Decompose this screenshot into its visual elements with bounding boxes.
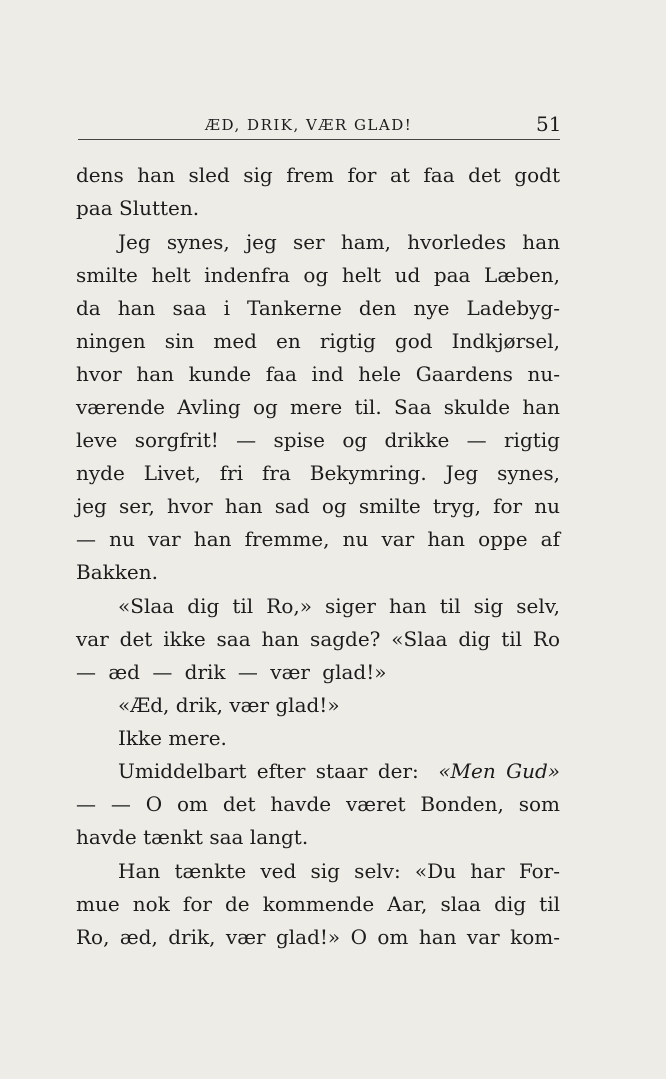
text-line: smilte helt indenfra og helt ud paa Læben,: [76, 263, 560, 287]
text-line: ningen sin med en rigtig god Indkjørsel,: [76, 329, 560, 353]
text-line: leve sorgfrit! — spise og drikke — rigtig: [76, 428, 560, 452]
text-line: Bakken.: [76, 560, 158, 584]
text-line: da han saa i Tankerne den nye Ladebyg-: [76, 296, 560, 320]
text-line: [118, 758, 560, 784]
text-line: — æd — drik — vær glad!»: [76, 660, 387, 684]
text-line: jeg ser, hvor han sad og smilte tryg, for nu: [76, 494, 560, 518]
text-line: «Slaa dig til Ro,» siger han til sig selv,: [118, 594, 560, 618]
text-line: paa Slutten.: [76, 196, 200, 220]
text-segment: Umiddelbart efter staar der:: [118, 759, 419, 783]
text-line: Han tænkte ved sig selv: «Du har For-: [118, 859, 560, 883]
text-line: værende Avling og mere til. Saa skulde han: [76, 395, 560, 419]
header-rule: [78, 139, 560, 140]
text-line: havde tænkt saa langt.: [76, 825, 309, 849]
text-line: var det ikke saa han sagde? «Slaa dig til Ro: [76, 627, 560, 651]
text-line: hvor han kunde faa ind hele Gaardens nu-: [76, 362, 560, 386]
text-line: nyde Livet, fri fra Bekymring. Jeg synes,: [76, 461, 560, 485]
running-title: ÆD, DRIK, VÆR GLAD!: [205, 116, 413, 134]
text-line: Ro, æd, drik, vær glad!» O om han var kom-: [76, 925, 560, 949]
text-line: dens han sled sig frem for at faa det godt: [76, 163, 560, 187]
italic-quote: «Men Gud»: [438, 759, 560, 783]
text-line: Ikke mere.: [118, 726, 227, 750]
text-line: — nu var han fremme, nu var han oppe af: [76, 527, 560, 551]
text-line: «Æd, drik, vær glad!»: [118, 693, 340, 717]
page-number: 51: [536, 112, 562, 136]
text-line: — — O om det havde været Bonden, som: [76, 792, 560, 816]
text-line: mue nok for de kommende Aar, slaa dig til: [76, 892, 560, 916]
text-line: Jeg synes, jeg ser ham, hvorledes han: [118, 230, 560, 254]
